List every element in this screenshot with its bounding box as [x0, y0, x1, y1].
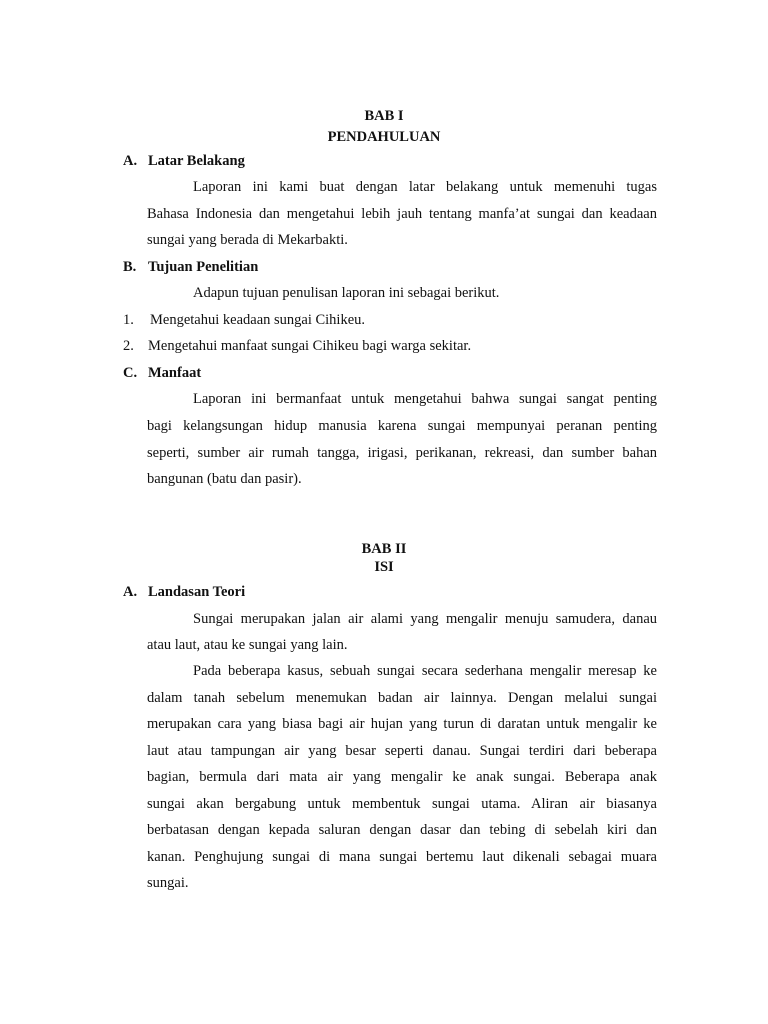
paragraph-line: Laporan ini bermanfaat untuk mengetahui bahwa sungai sangat penting [193, 391, 657, 407]
section-heading-latar-belakang [123, 151, 245, 171]
section-heading-landasan-teori [123, 582, 245, 602]
chapter-subtitle: ISI [374, 559, 394, 575]
paragraph-line: Adapun tujuan penulisan laporan ini sebagai berikut. [193, 285, 500, 301]
paragraph-line: merupakan cara yang biasa bagi air hujan yang turun di daratan untuk mengalir ke [147, 716, 657, 732]
section-heading-manfaat [123, 363, 201, 383]
list-text: Mengetahui manfaat sungai Cihikeu bagi warga sekitar. [148, 338, 472, 354]
paragraph-line: Laporan ini kami buat dengan latar belakang untuk memenuhi tugas [193, 179, 657, 195]
list-number: 1. [123, 312, 134, 328]
section-title: Latar Belakang [148, 153, 245, 169]
paragraph-line: sungai yang berada di Mekarbakti. [147, 232, 348, 248]
paragraph-line: berbatasan dengan kepada saluran dengan dasar dan tebing di sebelah kiri dan [147, 822, 657, 838]
list-item [123, 336, 471, 356]
section-number: B. [123, 259, 137, 275]
paragraph-line: kanan. Penghujung sungai di mana sungai bertemu laut dikenali sebagai muara [147, 849, 657, 865]
section-title: Manfaat [148, 365, 202, 381]
section-number: C. [123, 365, 138, 381]
section-title: Tujuan Penelitian [148, 259, 259, 275]
section-heading-tujuan-penelitian [123, 257, 258, 277]
chapter-subtitle: PENDAHULUAN [327, 129, 441, 145]
paragraph-line: laut atau tampungan air yang besar seperti danau. Sungai terdiri dari beberapa [147, 743, 657, 759]
section-number: A. [123, 584, 138, 600]
section-number: A. [123, 153, 138, 169]
paragraph-line: sungai. [147, 875, 189, 891]
paragraph-line: bagi kelangsungan hidup manusia karena sungai mempunyai peranan penting [147, 418, 657, 434]
paragraph-line: sungai akan bergabung untuk membentuk sungai utama. Aliran air biasanya [147, 796, 657, 812]
list-text: Mengetahui keadaan sungai Cihikeu. [150, 312, 366, 328]
chapter-title: BAB II [361, 541, 407, 557]
paragraph-line: Bahasa Indonesia dan mengetahui lebih jauh tentang manfa’at sungai dan keadaan [147, 206, 657, 222]
list-item [123, 310, 365, 330]
paragraph-line: Pada beberapa kasus, sebuah sungai secara sederhana mengalir meresap ke [193, 663, 657, 679]
paragraph-line: seperti, sumber air rumah tangga, irigasi, perikanan, rekreasi, dan sumber bahan [147, 445, 657, 461]
chapter-title: BAB I [364, 108, 404, 124]
paragraph-line: Sungai merupakan jalan air alami yang mengalir menuju samudera, danau [193, 611, 657, 627]
paragraph-line: bagian, bermula dari mata air yang mengalir ke anak sungai. Beberapa anak [147, 769, 657, 785]
paragraph-line: dalam tanah sebelum menemukan badan air lainnya. Dengan melalui sungai [147, 690, 657, 706]
list-number: 2. [123, 338, 134, 354]
paragraph-line: atau laut, atau ke sungai yang lain. [147, 637, 348, 653]
paragraph-line: bangunan (batu dan pasir). [147, 471, 302, 487]
section-title: Landasan Teori [148, 584, 246, 600]
